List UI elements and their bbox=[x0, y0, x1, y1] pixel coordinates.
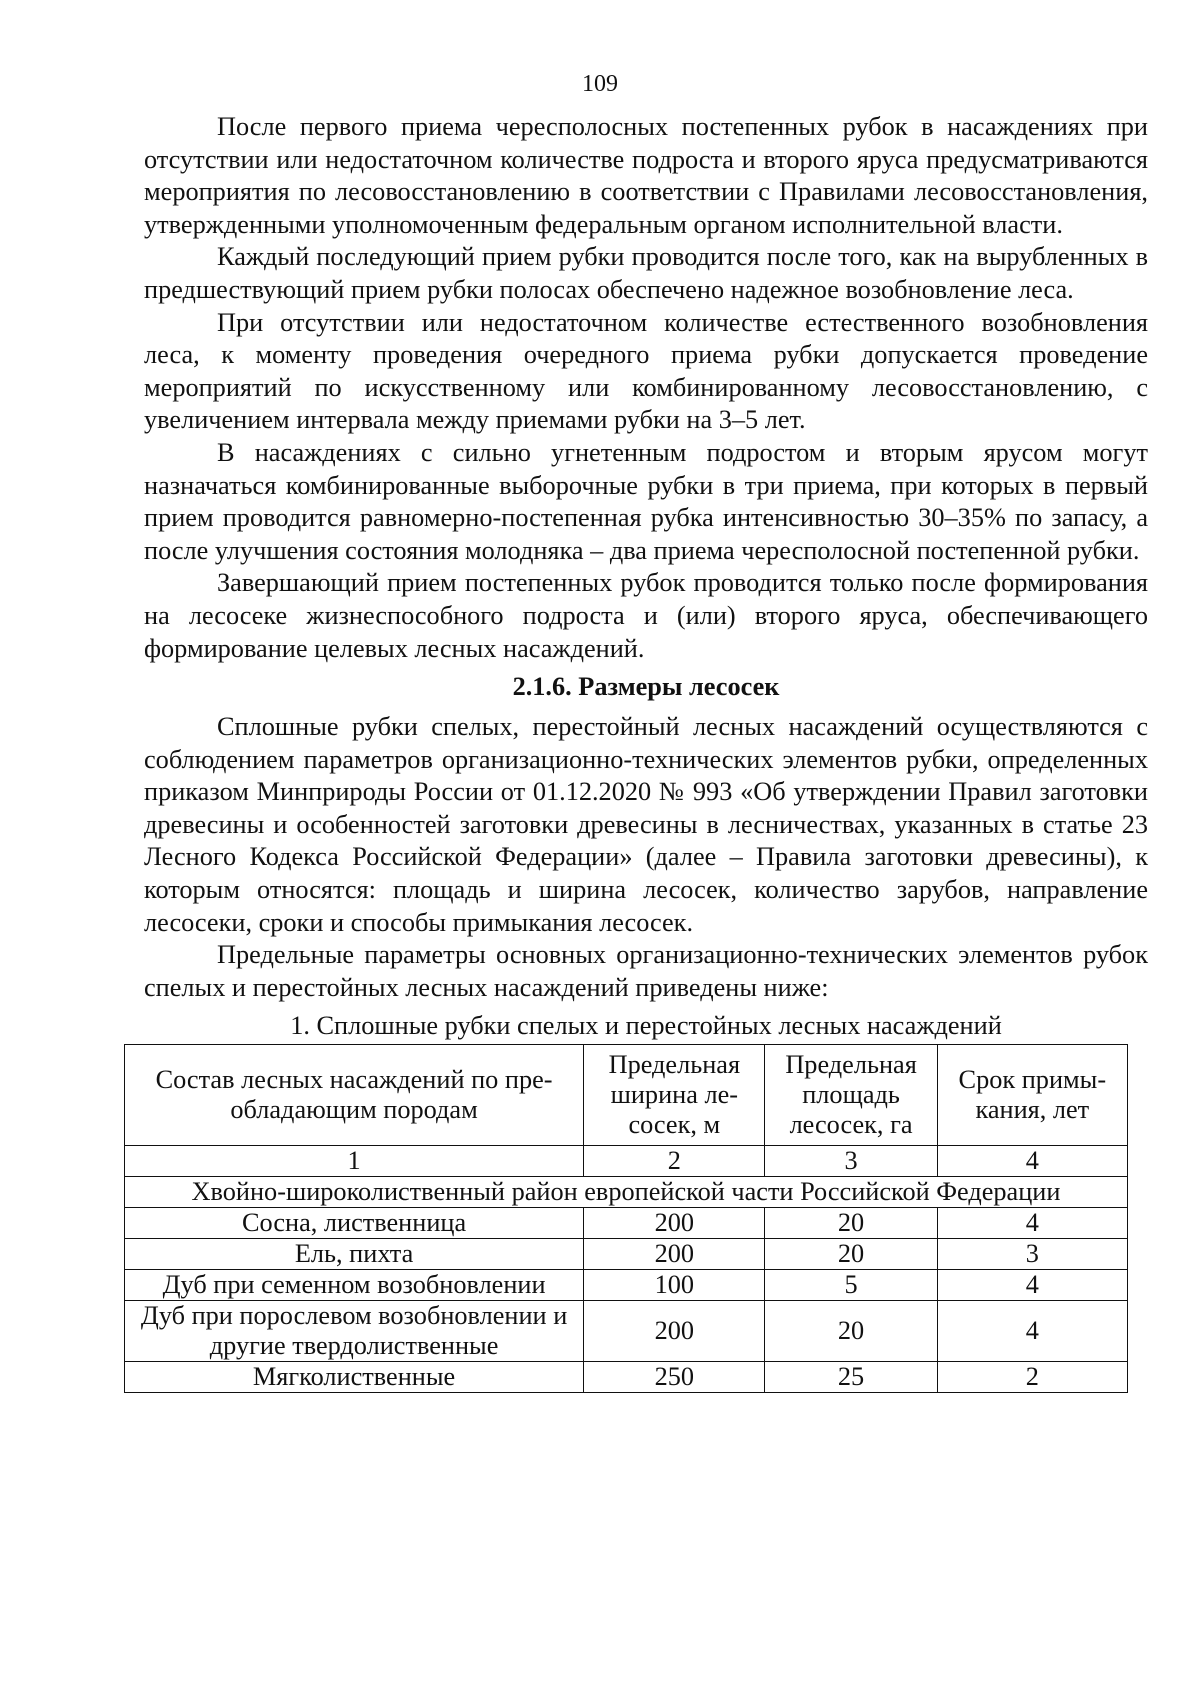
area-cell: 25 bbox=[765, 1362, 937, 1393]
document-body bbox=[140, 111, 1148, 1393]
width-cell: 200 bbox=[584, 1208, 765, 1239]
column-number: 1 bbox=[125, 1146, 584, 1177]
area-cell: 5 bbox=[765, 1270, 937, 1301]
paragraph: В насаждениях с сильно угнетенным подростом и вторым ярусом могут назначаться комбинированные выборочные рубки в три приема, при которых в первый прием проводится равномерно-постепенная рубка интенсивностью 30–35% по запасу, а после улучшения состояния молодняка – два приема чересполосной постепенной рубки. bbox=[144, 437, 1148, 565]
species-cell: Ель, пихта bbox=[125, 1239, 584, 1270]
table-header-row bbox=[125, 1045, 1128, 1146]
paragraph: После первого приема чересполосных постепенных рубок в насаждениях при отсутствии или недостаточном количестве подроста и второго яруса предусматриваются мероприятия по лесовосстановлению в соответствии с Правилами лесовосстановления, утвержденными уполномоченным федеральным органом исполнительной власти. bbox=[144, 112, 1148, 239]
page-number: 109 bbox=[582, 71, 618, 97]
column-number: 4 bbox=[937, 1146, 1127, 1177]
species-cell: Дуб при порослевом возобновлении и другие твердолиственные bbox=[125, 1301, 584, 1362]
table-caption: 1. Сплошные рубки спелых и перестойных лесных насаждений bbox=[290, 1011, 1002, 1041]
area-cell: 20 bbox=[765, 1239, 937, 1270]
region-row bbox=[125, 1177, 1128, 1208]
species-cell: Сосна, лиственница bbox=[125, 1208, 584, 1239]
term-cell: 3 bbox=[937, 1239, 1127, 1270]
column-number: 3 bbox=[765, 1146, 937, 1177]
section-heading: 2.1.6. Размеры лесосек bbox=[512, 672, 780, 702]
parameters-table bbox=[124, 1044, 1128, 1393]
species-cell: Дуб при семенном возобновлении bbox=[125, 1270, 584, 1301]
table-row bbox=[125, 1208, 1128, 1239]
term-cell: 2 bbox=[937, 1362, 1127, 1393]
table-row bbox=[125, 1362, 1128, 1393]
table-row bbox=[125, 1301, 1128, 1362]
paragraph: Каждый последующий прием рубки проводится после того, как на вырубленных в предшествующий прием рубки полосах обеспечено надежное возобновление леса. bbox=[144, 242, 1148, 304]
width-cell: 200 bbox=[584, 1239, 765, 1270]
paragraph: Завершающий прием постепенных рубок проводится только после формирования на лесосеке жизнеспособного подроста и (или) второго яруса, обеспечивающего формирование целевых лесных насаждений. bbox=[144, 568, 1148, 663]
table-row bbox=[125, 1270, 1128, 1301]
area-cell: 20 bbox=[765, 1208, 937, 1239]
width-cell: 250 bbox=[584, 1362, 765, 1393]
width-cell: 100 bbox=[584, 1270, 765, 1301]
column-number-row bbox=[125, 1146, 1128, 1177]
region-cell: Хвойно-широколиственный район европейской части Российской Федерации bbox=[125, 1177, 1128, 1208]
width-cell: 200 bbox=[584, 1301, 765, 1362]
term-cell: 4 bbox=[937, 1301, 1127, 1362]
table-row bbox=[125, 1239, 1128, 1270]
term-cell: 4 bbox=[937, 1208, 1127, 1239]
paragraph: При отсутствии или недостаточном количестве естественного возобновления леса, к моменту проведения очередного приема рубки допускается проведение мероприятий по искусственному или комбинированному лесовосстановлению, с увеличением интервала между приемами рубки на 3–5 лет. bbox=[144, 307, 1148, 435]
header-adjacency-term: Срок примы-кания, лет bbox=[937, 1045, 1127, 1146]
header-max-width: Предельная ширина ле-сосек, м bbox=[584, 1045, 765, 1146]
paragraph: Сплошные рубки спелых, перестойный лесных насаждений осуществляются с соблюдением параметров организационно-технических элементов рубки, определенных приказом Минприроды России от 01.12.2020 № 993 «Об утверждении Правил заготовки древесины и особенностей заготовки древесины в лесничествах, указанных в статье 23 Лесного Кодекса Российской Федерации» (далее – Правила заготовки древесины), к которым относятся: площадь и ширина лесосек, количество зарубов, направление лесосеки, сроки и способы примыкания лесосек. bbox=[144, 712, 1148, 937]
column-number: 2 bbox=[584, 1146, 765, 1177]
header-species-composition: Состав лесных насаждений по пре-обладающим породам bbox=[125, 1045, 584, 1146]
term-cell: 4 bbox=[937, 1270, 1127, 1301]
area-cell: 20 bbox=[765, 1301, 937, 1362]
species-cell: Мягколиственные bbox=[125, 1362, 584, 1393]
paragraph: Предельные параметры основных организационно-технических элементов рубок спелых и перестойных лесных насаждений приведены ниже: bbox=[144, 940, 1148, 1002]
header-max-area: Предельная площадь лесосек, га bbox=[765, 1045, 937, 1146]
